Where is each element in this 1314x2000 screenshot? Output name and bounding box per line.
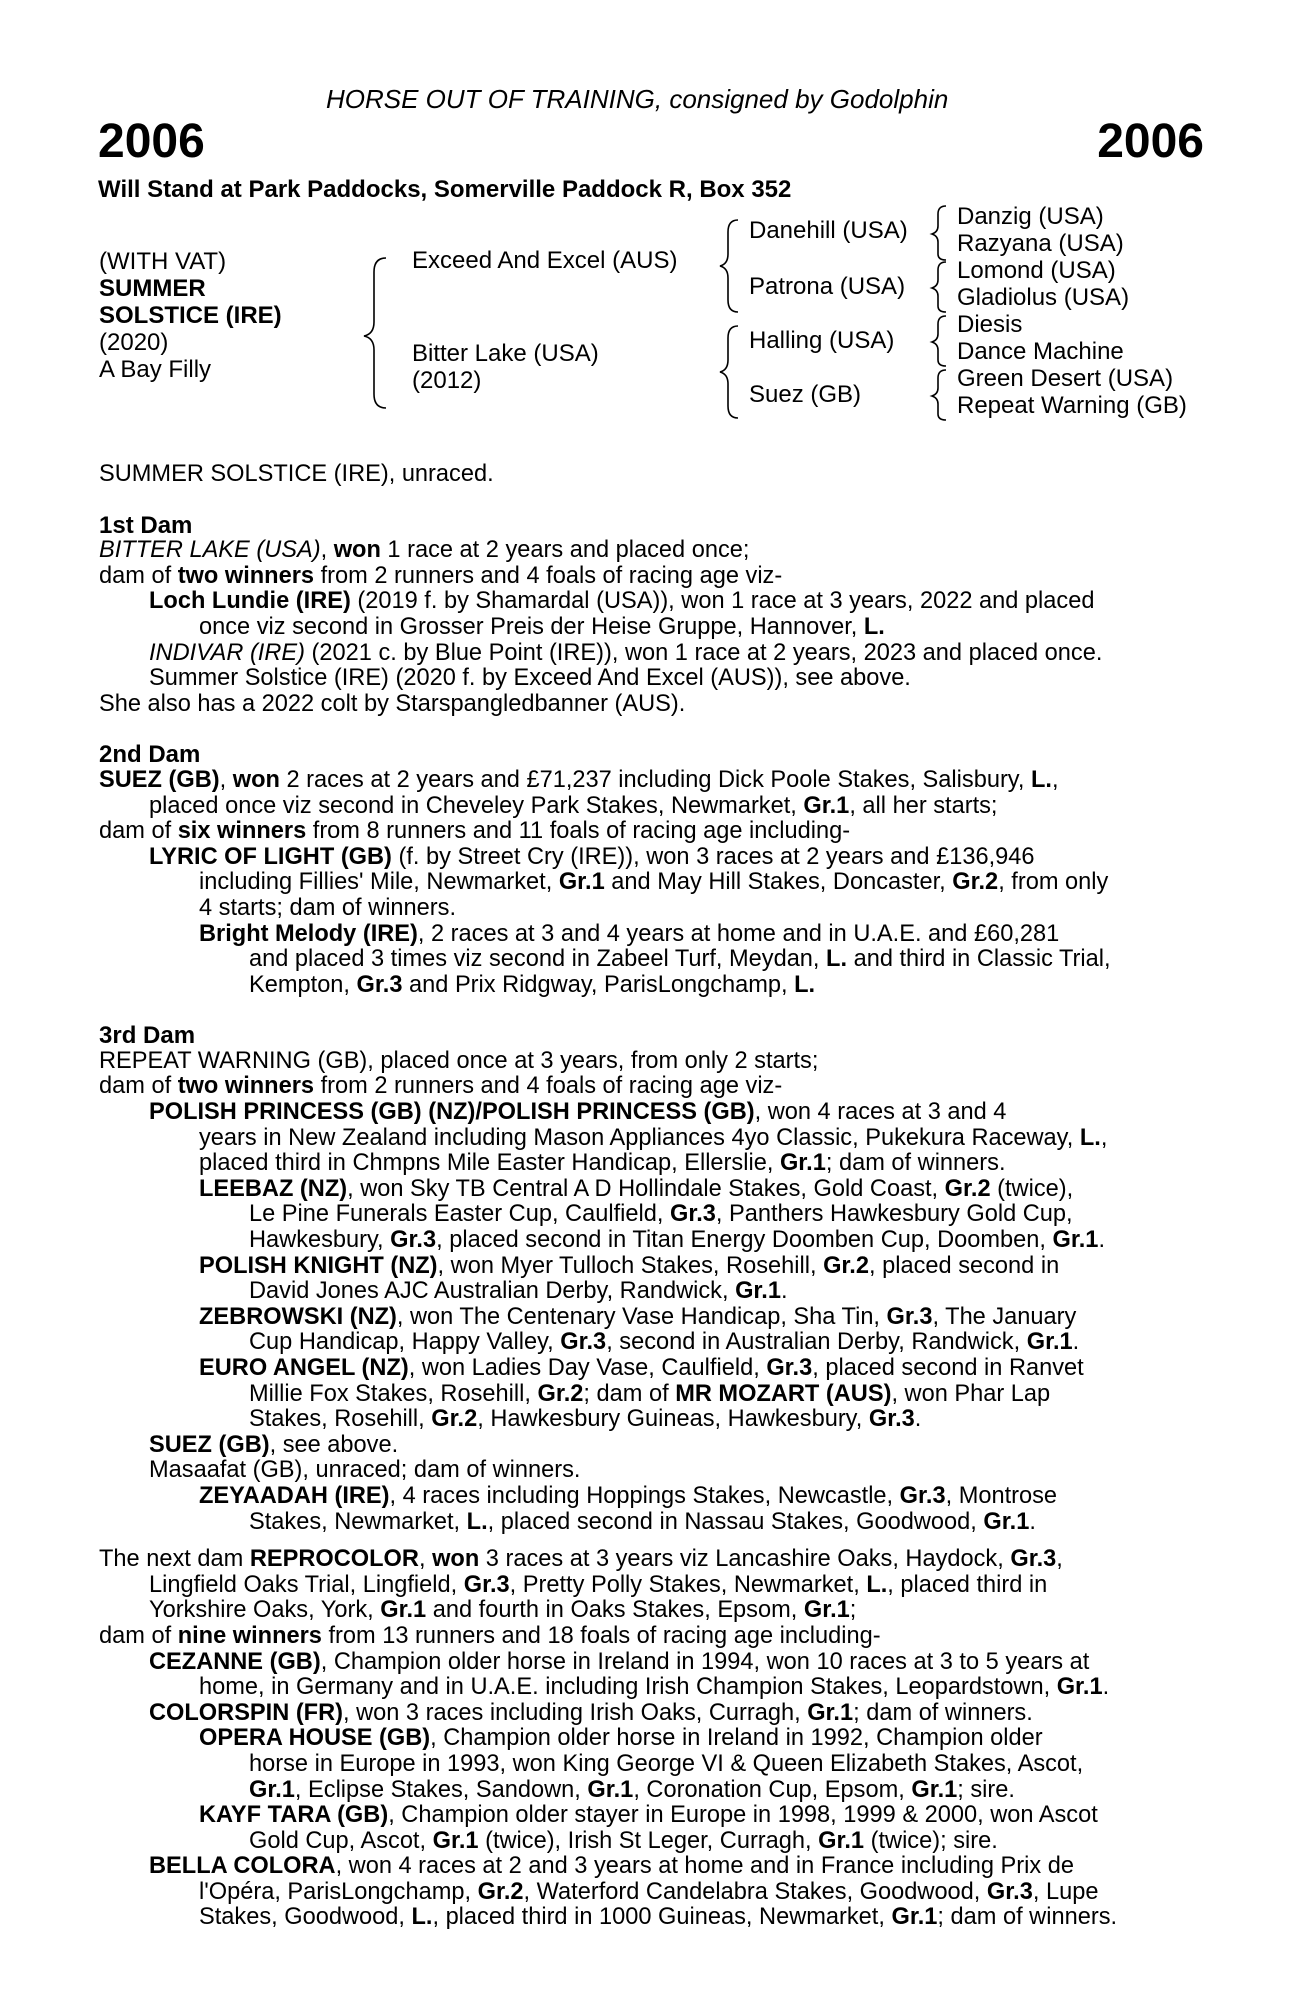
text: , won The Centenary Vase Handicap, Sha Tin,	[396, 1303, 887, 1330]
pedigree-sire-sire: Danehill (USA)	[749, 217, 908, 244]
produce-name: ZEBROWSKI (NZ)	[199, 1303, 397, 1330]
text: ;	[849, 1597, 857, 1624]
text: once viz second in Grosser Preis der Heise Gruppe, Hannover,	[199, 613, 864, 640]
text: , won 4 races at 3 and 4	[754, 1099, 1007, 1126]
produce-loch-lundie-cont	[99, 615, 1211, 641]
grade: Gr.1	[779, 1150, 826, 1177]
produce-zebrowski	[99, 1305, 1211, 1331]
produce-name: POLISH PRINCESS (GB) (NZ)/POLISH PRINCESS (GB)	[149, 1099, 755, 1126]
first-dam-line1	[99, 538, 1211, 564]
produce-kayf-tara-cont	[99, 1829, 1211, 1855]
text: , Champion older stayer in Europe in 1998, 1999 & 2000, won Ascot	[388, 1802, 1098, 1829]
stabling-location: Will Stand at Park Paddocks, Somerville Paddock R, Box 352	[98, 176, 792, 203]
pedigree-g7: Green Desert (USA)	[957, 365, 1174, 392]
produce-name: SUEZ (GB)	[149, 1431, 270, 1458]
text: Yorkshire Oaks, York,	[149, 1597, 381, 1624]
text: , Champion older horse in Ireland in 1994, won 10 races at 3 to 5 years at	[320, 1648, 1090, 1675]
text: , from only	[998, 869, 1109, 896]
text: , Pretty Polly Stakes, Newmarket,	[509, 1571, 867, 1598]
horse-year: (2020)	[99, 329, 169, 356]
text: and fourth in Oaks Stakes, Epsom,	[426, 1597, 804, 1624]
pedigree-g3: Lomond (USA)	[957, 257, 1116, 284]
first-dam-also: She also has a 2022 colt by Starspangledbanner (AUS).	[99, 690, 686, 717]
winners-count: nine winners	[177, 1622, 322, 1649]
text: (2021 c. by Blue Point (IRE)), won 1 race at 2 years, 2023 and placed once.	[305, 639, 1103, 666]
text: placed once viz second in Cheveley Park Stakes, Newmarket,	[149, 792, 804, 819]
pedigree-sire: Exceed And Excel (AUS)	[412, 247, 678, 274]
text: , won Myer Tulloch Stakes, Rosehill,	[437, 1252, 824, 1279]
grade: L.	[866, 1571, 888, 1598]
won-label: won	[333, 537, 381, 564]
produce-bella-colora-cont	[99, 1880, 1211, 1906]
text: 2 races at 2 years and £71,237 including Dick Poole Stakes, Salisbury,	[279, 766, 1031, 793]
text: , won 3 races including Irish Oaks, Curragh,	[342, 1699, 808, 1726]
produce-polish-princess	[99, 1100, 1211, 1126]
grade: L.	[411, 1904, 433, 1931]
text: ; sire.	[957, 1776, 1015, 1803]
pedigree-g4: Gladiolus (USA)	[957, 284, 1130, 311]
horse-description: A Bay Filly	[99, 356, 212, 383]
produce-euro-angel	[99, 1356, 1211, 1382]
grade: Gr.1	[1056, 1674, 1103, 1701]
grade: Gr.1	[983, 1508, 1030, 1535]
produce-opera-house-cont: horse in Europe in 1993, won King George VI & Queen Elizabeth Stakes, Ascot,	[249, 1750, 1084, 1777]
text: Stakes, Goodwood,	[199, 1904, 412, 1931]
text: ,	[320, 537, 334, 564]
lot-number-right: 2006	[1097, 115, 1204, 168]
text: .	[1102, 1674, 1110, 1701]
text: , placed third in 1000 Guineas, Newmarket,	[432, 1904, 892, 1931]
text: , placed second in Ranvet	[812, 1355, 1084, 1381]
grade: Gr.2	[477, 1878, 524, 1905]
text: .	[1029, 1508, 1036, 1535]
produce-summer-solstice: Summer Solstice (IRE) (2020 f. by Exceed And Excel (AUS)), see above.	[149, 665, 911, 692]
text: dam of	[99, 562, 178, 589]
grade: Gr.1	[249, 1776, 295, 1803]
text: , Eclipse Stakes, Sandown,	[294, 1776, 588, 1803]
text: , won 4 races at 2 and 3 years at home and in France including Prix de	[335, 1853, 1074, 1880]
dam-name: REPROCOLOR	[249, 1546, 419, 1573]
text: , The January	[932, 1303, 1077, 1330]
text: , Montrose	[945, 1482, 1058, 1509]
text: , Lupe	[1032, 1878, 1099, 1905]
text: ,	[219, 766, 233, 793]
grade: Gr.1	[803, 1597, 850, 1624]
dam-name: BITTER LAKE (USA)	[99, 537, 321, 564]
text: , placed second in Nassau Stakes, Goodwood,	[487, 1508, 984, 1535]
grade: Gr.1	[911, 1776, 958, 1803]
text: David Jones AJC Australian Derby, Randwick,	[249, 1278, 736, 1305]
text: , all her starts;	[849, 792, 998, 819]
grade: Gr.3	[356, 971, 403, 998]
text: (twice), Irish St Leger, Curragh,	[478, 1827, 819, 1854]
brace-sire-line	[720, 220, 738, 312]
text: ,	[418, 1546, 433, 1573]
pedigree-g6: Dance Machine	[957, 338, 1124, 365]
produce-polish-princess-cont2	[99, 1151, 1211, 1177]
produce-cezanne	[99, 1650, 1211, 1676]
third-dam-heading: 3rd Dam	[99, 1022, 196, 1050]
produce-name: ZEYAADAH (IRE)	[199, 1482, 390, 1509]
grade: L.	[794, 971, 816, 998]
second-dam-line3	[99, 819, 1211, 845]
produce-name: BELLA COLORA	[149, 1853, 336, 1880]
produce-kayf-tara	[99, 1803, 1211, 1829]
text: Stakes, Newmarket,	[249, 1508, 467, 1535]
next-dam-line4	[99, 1624, 1211, 1650]
produce-loch-lundie	[99, 589, 1211, 615]
produce-colorspin	[99, 1701, 1211, 1727]
lot-number-left: 2006	[98, 115, 205, 168]
text: .	[1098, 1227, 1105, 1254]
winners-count: two winners	[177, 562, 315, 589]
produce-indivar	[99, 641, 1211, 667]
text: dam of	[99, 1073, 178, 1100]
produce-lyric-of-light-cont2: 4 starts; dam of winners.	[199, 894, 457, 921]
produce-polish-knight-cont	[99, 1279, 1211, 1305]
produce-name: MR MOZART (AUS)	[675, 1380, 892, 1407]
vat-label: (WITH VAT)	[99, 248, 227, 275]
first-dam-line2	[99, 564, 1211, 590]
produce-lyric-of-light-cont	[99, 870, 1211, 896]
text: ,	[1100, 1124, 1108, 1151]
next-dam-line1	[99, 1547, 1211, 1573]
grade: Gr.2	[952, 869, 999, 896]
text: , Waterford Candelabra Stakes, Goodwood,	[523, 1878, 987, 1905]
text: ,	[1051, 766, 1059, 793]
grade: L.	[1079, 1124, 1101, 1151]
produce-suez	[99, 1433, 1211, 1459]
produce-name: INDIVAR (IRE)	[149, 639, 305, 666]
grade: Gr.3	[899, 1482, 946, 1509]
produce-leebaz	[99, 1177, 1211, 1203]
text: from 2 runners and 4 foals of racing age viz-	[314, 562, 783, 589]
produce-name: KAYF TARA (GB)	[199, 1802, 389, 1829]
first-dam-section	[99, 513, 1211, 718]
second-dam-section	[99, 742, 1211, 998]
produce-euro-angel-cont	[99, 1382, 1211, 1408]
text: Hawkesbury,	[249, 1227, 391, 1254]
grade: Gr.1	[432, 1827, 479, 1854]
grade: Gr.3	[669, 1201, 716, 1228]
text: , Panthers Hawkesbury Gold Cup,	[715, 1201, 1073, 1228]
produce-bright-melody-cont	[99, 947, 1211, 973]
grade: Gr.2	[944, 1175, 991, 1202]
grade: Gr.3	[986, 1878, 1033, 1905]
grade: Gr.2	[823, 1252, 869, 1279]
grade: Gr.1	[807, 1699, 854, 1726]
pedigree-dam: Bitter Lake (USA)	[412, 340, 599, 367]
text: .	[1072, 1329, 1080, 1356]
produce-name: LYRIC OF LIGHT (GB)	[149, 843, 392, 870]
produce-name: Loch Lundie (IRE)	[149, 588, 351, 615]
text: .	[914, 1406, 922, 1433]
grade: Gr.1	[891, 1904, 938, 1931]
text: Le Pine Funerals Easter Cup, Caulfield,	[249, 1201, 670, 1228]
text: , placed third in	[887, 1571, 1048, 1598]
pedigree-dam-sire: Halling (USA)	[749, 327, 895, 354]
grade: L.	[466, 1508, 488, 1535]
grade: Gr.1	[818, 1827, 865, 1854]
text: dam of	[99, 818, 178, 845]
grade: Gr.3	[886, 1303, 933, 1330]
third-dam-line2	[99, 1074, 1211, 1100]
produce-polish-knight	[99, 1254, 1211, 1280]
pedigree-dam-dam: Suez (GB)	[749, 381, 862, 408]
next-dam-section	[99, 1547, 1211, 1931]
text: , placed second in	[869, 1252, 1060, 1279]
dam-name: SUEZ (GB)	[99, 766, 220, 793]
produce-polish-princess-cont	[99, 1126, 1211, 1152]
text: and placed 3 times viz second in Zabeel Turf, Meydan,	[249, 946, 827, 973]
grade: Gr.3	[1010, 1546, 1057, 1573]
grade: Gr.1	[380, 1597, 427, 1624]
text: Stakes, Rosehill,	[249, 1406, 432, 1433]
produce-leebaz-cont2	[99, 1228, 1211, 1254]
grade: Gr.3	[390, 1227, 437, 1254]
text: ; dam of winners.	[825, 1150, 1006, 1177]
next-dam-line2	[99, 1573, 1211, 1599]
won-label: won	[432, 1546, 480, 1573]
produce-bella-colora	[99, 1854, 1211, 1880]
text: ; dam of winners.	[853, 1699, 1033, 1726]
text: , Champion older horse in Ireland in 1992, Champion older	[430, 1725, 1043, 1752]
grade: Gr.3	[766, 1355, 813, 1381]
text: 3 races at 3 years viz Lancashire Oaks, Haydock,	[479, 1546, 1011, 1573]
text: ,	[1056, 1546, 1063, 1573]
text: , see above.	[269, 1431, 399, 1458]
pedigree-g1: Danzig (USA)	[957, 203, 1104, 230]
brace-g2	[932, 262, 946, 312]
first-dam-heading: 1st Dam	[99, 511, 193, 539]
text: , placed second in Titan Energy Doomben Cup, Doomben,	[436, 1227, 1053, 1254]
text: , won Sky TB Central A D Hollindale Stakes, Gold Coast,	[347, 1175, 945, 1202]
grade: Gr.2	[537, 1380, 584, 1407]
second-dam-line2	[99, 794, 1211, 820]
text: including Fillies' Mile, Newmarket,	[199, 869, 559, 896]
text: , Hawkesbury Guineas, Hawkesbury,	[477, 1406, 869, 1433]
text: dam of	[99, 1622, 178, 1649]
text: from 2 runners and 4 foals of racing age viz-	[314, 1073, 783, 1100]
text: (2019 f. by Shamardal (USA)), won 1 race at 3 years, 2022 and placed	[350, 588, 1095, 615]
brace-sire-dam	[364, 258, 386, 408]
pedigree-dam-year: (2012)	[412, 367, 482, 394]
text: The next dam	[99, 1546, 250, 1573]
text: and third in Classic Trial,	[847, 946, 1111, 973]
text: from 13 runners and 18 foals of racing age including-	[321, 1622, 881, 1649]
text: (twice),	[990, 1175, 1074, 1202]
grade: Gr.1	[735, 1278, 781, 1305]
horse-name-line1: SUMMER	[99, 275, 206, 302]
pedigree-g2: Razyana (USA)	[957, 230, 1124, 257]
winners-count: two winners	[177, 1073, 315, 1100]
text: placed third in Chmpns Mile Easter Handicap, Ellerslie,	[199, 1150, 780, 1177]
grade: Gr.3	[560, 1329, 607, 1356]
text: .	[781, 1278, 788, 1305]
produce-name: LEEBAZ (NZ)	[199, 1175, 348, 1202]
produce-zeyaadah-cont	[99, 1510, 1211, 1536]
text: Lingfield Oaks Trial, Lingfield,	[149, 1571, 464, 1598]
text: , 2 races at 3 and 4 years at home and in U.A.E. and £60,281	[417, 920, 1060, 947]
second-dam-heading: 2nd Dam	[99, 741, 201, 769]
produce-name: POLISH KNIGHT (NZ)	[199, 1252, 438, 1279]
produce-zeyaadah	[99, 1484, 1211, 1510]
text: (twice); sire.	[864, 1827, 998, 1854]
grade: Gr.1	[803, 792, 850, 819]
produce-opera-house-cont2	[99, 1778, 1211, 1804]
grade: L.	[826, 946, 848, 973]
consignment-note: HORSE OUT OF TRAINING, consigned by Godolphin	[326, 84, 949, 114]
third-dam-section	[99, 1023, 1211, 1535]
next-dam-line3	[99, 1598, 1211, 1624]
text: Millie Fox Stakes, Rosehill,	[249, 1380, 538, 1407]
text: 1 race at 2 years and placed once;	[380, 537, 750, 564]
produce-bright-melody	[99, 922, 1211, 948]
produce-name: EURO ANGEL (NZ)	[199, 1355, 409, 1381]
pedigree-sire-dam: Patrona (USA)	[749, 273, 906, 300]
text: l'Opéra, ParisLongchamp,	[199, 1878, 478, 1905]
summary-line: SUMMER SOLSTICE (IRE), unraced.	[99, 461, 494, 487]
third-dam-line1: REPEAT WARNING (GB), placed once at 3 years, from only 2 starts;	[99, 1047, 819, 1074]
text: home, in Germany and in U.A.E. including Irish Champion Stakes, Leopardstown,	[199, 1674, 1057, 1701]
text: , won Ladies Day Vase, Caulfield,	[408, 1355, 767, 1381]
text: , Coronation Cup, Epsom,	[633, 1776, 912, 1803]
grade: L.	[1030, 766, 1052, 793]
produce-cezanne-cont	[99, 1675, 1211, 1701]
grade: Gr.3	[463, 1571, 510, 1598]
produce-opera-house	[99, 1726, 1211, 1752]
produce-name: CEZANNE (GB)	[149, 1648, 321, 1675]
produce-zebrowski-cont	[99, 1330, 1211, 1356]
catalogue-body	[99, 462, 1211, 1931]
text: Kempton,	[249, 971, 357, 998]
grade: Gr.1	[587, 1776, 634, 1803]
text: and May Hill Stakes, Doncaster,	[604, 869, 953, 896]
text: , 4 races including Hoppings Stakes, Newcastle,	[389, 1482, 900, 1509]
won-label: won	[232, 766, 280, 793]
grade: L.	[863, 613, 885, 640]
brace-g3	[932, 316, 946, 366]
text: ; dam of winners.	[937, 1904, 1118, 1931]
text: ; dam of	[583, 1380, 676, 1407]
text: years in New Zealand including Mason Appliances 4yo Classic, Pukekura Raceway,	[199, 1124, 1080, 1151]
grade: Gr.1	[1052, 1227, 1099, 1254]
produce-name: COLORSPIN (FR)	[149, 1699, 343, 1726]
pedigree-g8: Repeat Warning (GB)	[957, 392, 1187, 419]
produce-masaafat: Masaafat (GB), unraced; dam of winners.	[149, 1457, 581, 1484]
produce-leebaz-cont	[99, 1202, 1211, 1228]
text: and Prix Ridgway, ParisLongchamp,	[402, 971, 795, 998]
produce-bright-melody-cont2	[99, 973, 1211, 999]
text: (f. by Street Cry (IRE)), won 3 races at 2 years and £136,946	[391, 843, 1035, 870]
produce-name: OPERA HOUSE (GB)	[199, 1725, 431, 1752]
text: from 8 runners and 11 foals of racing age including-	[306, 818, 851, 845]
brace-g1	[932, 206, 946, 260]
produce-euro-angel-cont2	[99, 1407, 1211, 1433]
brace-dam-line	[720, 326, 738, 418]
produce-name: Bright Melody (IRE)	[199, 920, 418, 947]
pedigree-g5: Diesis	[957, 311, 1023, 338]
brace-g4	[932, 370, 946, 420]
text: Cup Handicap, Happy Valley,	[249, 1329, 561, 1356]
text: , won Phar Lap	[891, 1380, 1051, 1407]
text: , second in Australian Derby, Randwick,	[606, 1329, 1027, 1356]
grade: Gr.1	[558, 869, 605, 896]
produce-lyric-of-light	[99, 845, 1211, 871]
produce-bella-colora-cont2	[99, 1905, 1211, 1931]
text: Gold Cup, Ascot,	[249, 1827, 433, 1854]
grade: Gr.2	[431, 1406, 478, 1433]
horse-name-line2: SOLSTICE (IRE)	[99, 302, 282, 329]
grade: Gr.3	[868, 1406, 915, 1433]
second-dam-line1	[99, 768, 1211, 794]
grade: Gr.1	[1026, 1329, 1073, 1356]
winners-count: six winners	[177, 818, 307, 845]
